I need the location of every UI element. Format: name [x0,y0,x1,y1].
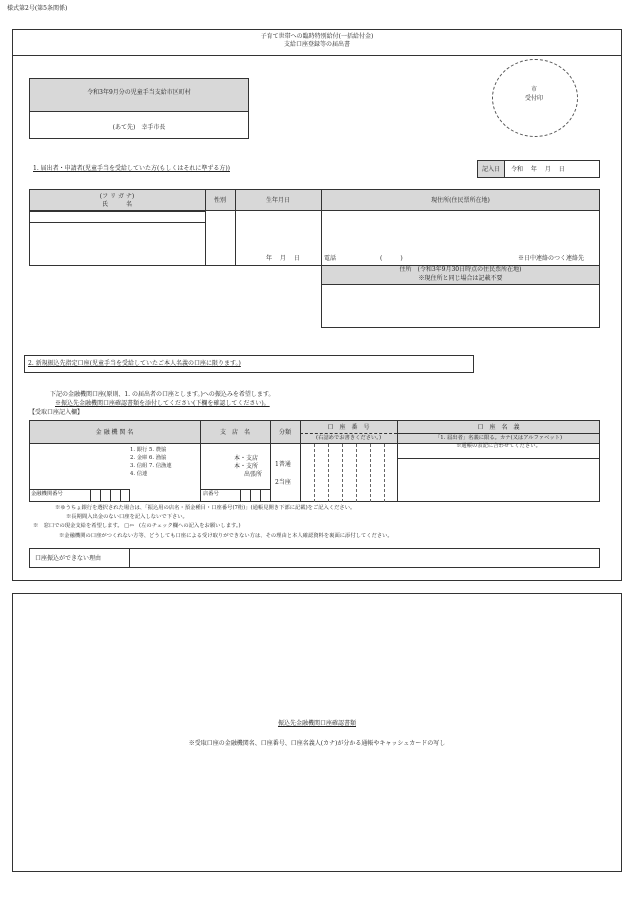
attachment-note: ※受取口座の金融機関名、口座番号、口座名義人(カナ)が分かる通帳やキャッシュカードの写し [188,740,446,747]
branch-type-2[interactable]: 本・支所 [234,463,259,470]
note-dormant: ※長期間入出金のない口座を記入しないで下さい。 [66,514,188,520]
stamp-line2: 受付印 [524,95,543,102]
form-id: 様式第2号(第5条関係) [7,5,68,12]
col-gender: 性別 [213,197,226,204]
birth-ymd[interactable]: 年 月 日 [266,255,300,262]
holder-note2: ※通帳の表記に合わせてください。 [456,443,541,449]
phone-parens[interactable]: ( ) [380,255,403,262]
bank-code-label: 金融機関番号 [31,491,63,497]
account-section-label: 【受取口座記入欄】 [29,409,84,416]
branch-type-1[interactable]: 本・支店 [234,455,259,462]
entry-date-value[interactable]: 令和 年 月 日 [511,166,565,173]
addressee: (あて先) 幸手市長 [112,124,166,131]
bank-type-2[interactable]: 2. 金庫 6. 漁協 [130,455,167,461]
section1-heading: 1. 届出者・申請者(児童手当を受給していた方(もしくはそれに準ずる方)) [33,165,230,172]
col-furigana: (フ リ ガ ナ) [99,193,135,200]
col-acct-no: 口 座 番 号 [327,424,370,431]
attachment-title: 振込先金融機関口座確認書類 [277,720,356,727]
holder-note1: 「1. 届出者」名義に限る。カナ(又はアルファベット) [434,435,563,441]
col-bank: 金 融 機 関 名 [95,429,134,436]
form-title-line1: 子育て世帯への臨時特別給付(一括給付金) [260,33,374,40]
col-name: 氏 名 [101,201,132,208]
form-title-line2: 支給口座登録等の届出書 [283,41,350,48]
phone-label: 電話 [324,255,337,262]
section2-heading: 2. 新規振込先指定口座(児童手当を受給していたご本人名義の口座に限ります。) [28,360,241,367]
col-branch: 支 店 名 [219,429,250,436]
col-address: 現住所(住民票所在地) [431,197,490,204]
col-acct-no-sub: (右詰めでお書きください。) [315,435,382,441]
col-holder: 口 座 名 義 [477,424,520,431]
col-type: 分類 [278,429,291,436]
reason-label: 口座振込ができない理由 [35,555,102,562]
daytime-note: ※日中連絡のつく連絡先 [518,255,585,262]
bank-type-3[interactable]: 3. 信組 7. 信漁連 [130,463,172,469]
branch-type-3[interactable]: 出張所 [244,471,263,478]
attachment-box [12,593,622,872]
stamp-line1: 市 [530,86,537,93]
acct-type-2[interactable]: 2当座 [275,479,291,486]
address2-note: ※現住所と同じ場合は記載不要 [418,275,503,282]
section2-intro1: 下記の金融機関口座(原則、1. の届出者の口座とします。)への振込みを希望します。 [50,391,275,398]
section2-intro2: ※振込先金融機関口座確認書類を添付してください(下欄を確認してください)。 [55,400,270,407]
note-yucho: ※ゆうちょ銀行を選択された場合は、「振込用の店名・預金種目・口座番号(7桁)」(通帳見開き下部に記載)をご記入ください。 [55,505,356,511]
bank-type-4[interactable]: 4. 信連 [130,471,148,477]
note-cash: ※ 窓口での現金支給を希望します。 □⇦ (左のチェック欄への記入をお願いします。) [33,523,241,529]
acct-type-1[interactable]: 1普通 [275,461,291,468]
col-birth: 生年月日 [265,197,290,204]
reason-input[interactable] [131,550,597,566]
entry-date-label: 記入日 [481,166,500,173]
address2-label: 住所 (令和3年9月30日時点の住民票所在地) [399,266,522,273]
note-no-account: ※金融機関の口座がつくれない方等、どうしても口座による受け取りができない方は、その理由と本人確認資料を裏面に添付してください。 [59,533,393,539]
bank-type-1[interactable]: 1. 銀行 5. 農協 [130,447,167,453]
municipality-line: 令和3年9月分の児童手当支給市区町村 [87,89,191,96]
branch-code-label: 店番号 [203,491,219,497]
